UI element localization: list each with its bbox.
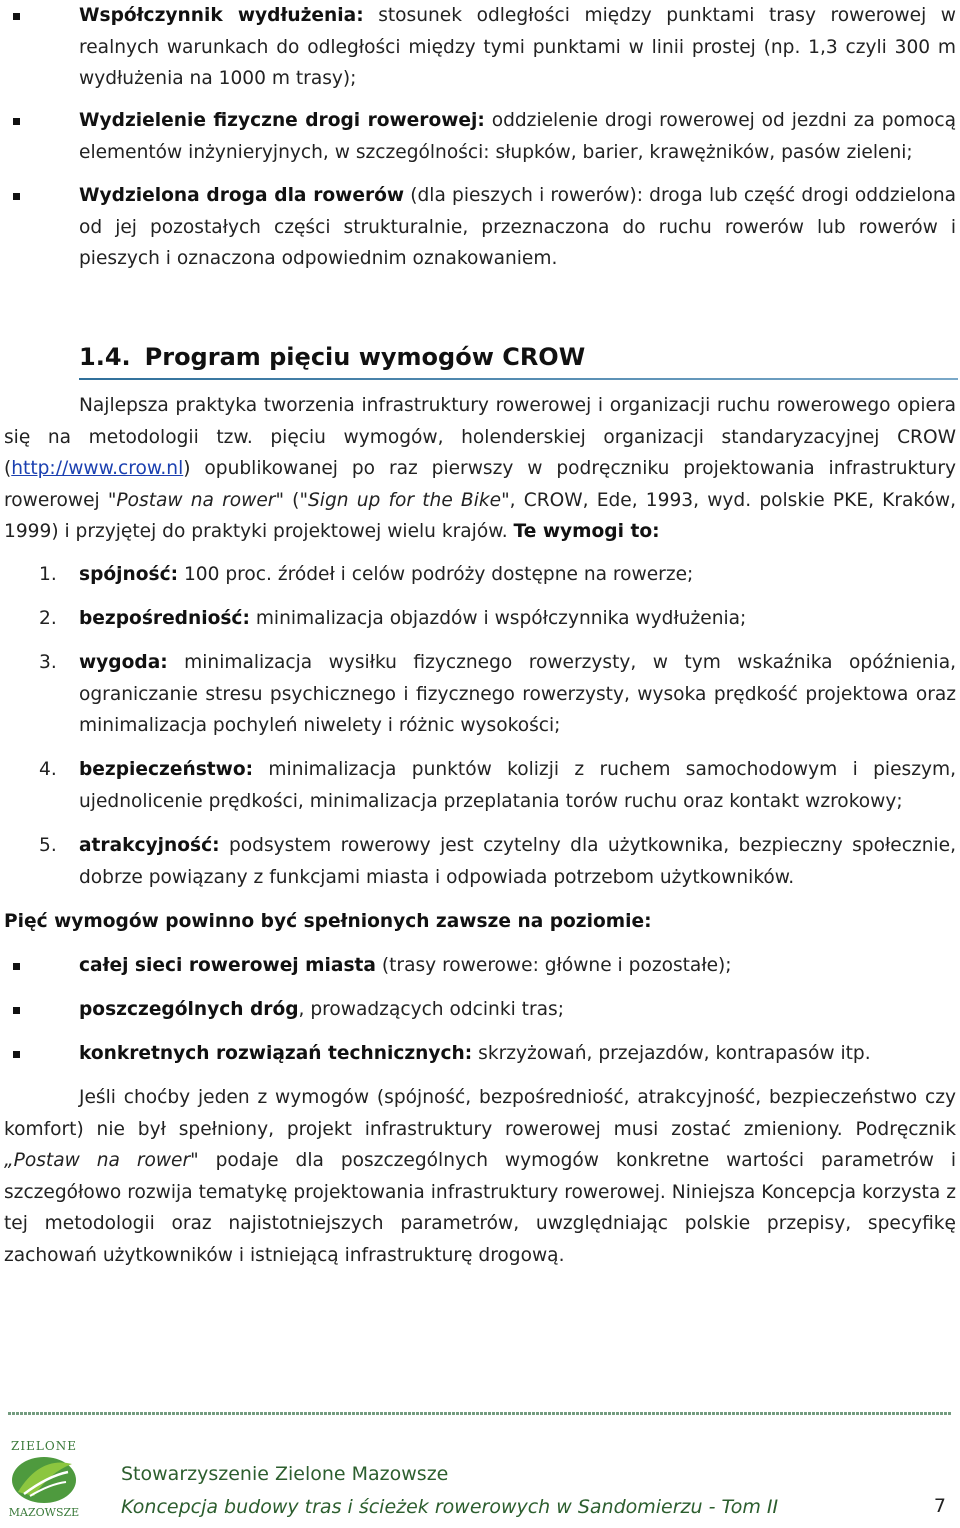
definition-bullet [40,180,956,275]
definition: (dla pieszych i rowerów): droga lub część drogi oddzielona od jej pozostałych części strukturalnie, przeznaczona do ruchu rowerów lub rowerów i pieszych i oznaczona odpowiednim oznakowaniem. [79,185,956,269]
leaf-logo-icon [4,1436,84,1520]
requirement-item: 5. atrakcyjność: podsystem rowerowy jest czytelny dla użytkownika, bezpieczny społecznie, dobrze powiązany z funkcjami miasta i odpowiada potrzebom użytkowników. [4,830,956,893]
requirement-item: 3. wygoda: minimalizacja wysiłku fizycznego rowerzysty, w tym wskaźnika opóźnienia, ograniczanie stresu psychicznego i fizycznego rowerzysty, wysoka prędkość projektowa oraz minimalizacja pochyleń niwelety i różnic wysokości; [4,647,956,742]
footer-rule [8,1412,952,1415]
definition-bullet [40,0,956,95]
definition: stosunek odległości między punktami trasy rowerowej w realnych warunkach do odległości między tymi punktami w linii prostej (np. 1,3 czyli 300 m wydłużenia na 1000 m trasy); [79,5,957,89]
square-bullet-icon [13,1051,20,1058]
item-number: 2. [39,608,57,629]
item-number: 5. [39,835,57,856]
section-number: 1.4. [79,343,131,371]
footer-document-title: Koncepcja budowy tras i ścieżek rowerowych w Sandomierzu - Tom II [121,1496,779,1518]
square-bullet-icon [13,1007,20,1014]
logo-bottom-text: MAZOWSZE [8,1506,80,1519]
requirement-item: 4. bezpieczeństwo: minimalizacja punktów kolizji z ruchem samochodowym i pieszym, ujednolicenie prędkości, minimalizacja przeplatania torów ruchu oraz kontakt wzrokowy; [4,754,956,817]
level-bullet: konkretnych rozwiązań technicznych: skrzyżowań, przejazdów, kontrapasów itp. [40,1038,956,1070]
intro-paragraph: Najlepsza praktyka tworzenia infrastruktury rowerowej i organizacji ruchu rowerowego opiera się na metodologii tzw. pięciu wymogów, holenderskiej organizacji standaryzacyjnej CROW (http://www.crow.nl) opublikowanej po raz pierwszy w podręczniku projektowania infrastruktury rowerowej "Postaw na rower" ("Sign up for the Bike", CROW, Ede, 1993, wyd. polskie PKE, Kraków, 1999) i przyjętej do praktyki projektowej wielu krajów. Te wymogi to: [4,395,956,542]
item-number: 3. [39,652,57,673]
heading-underline [79,378,958,380]
term: Wydzielenie fizyczne drogi rowerowej: [79,110,485,131]
level-bullet: poszczególnych dróg, prowadzących odcinki tras; [40,994,956,1026]
crow-link[interactable]: http://www.crow.nl [11,458,184,479]
definition: oddzielenie drogi rowerowej od jezdni za pomocą elementów inżynieryjnych, w szczególności: słupków, barier, krawężników, pasów zieleni; [79,110,956,163]
section-title: Program pięciu wymogów CROW [144,343,586,371]
section-heading [79,340,585,374]
levels-heading: Pięć wymogów powinno być spełnionych zawsze na poziomie: [4,911,652,932]
zielone-mazowsze-logo [4,1436,84,1520]
page-number: 7 [933,1495,946,1517]
footer-organization: Stowarzyszenie Zielone Mazowsze [121,1463,449,1485]
closing-paragraph: Jeśli choćby jeden z wymogów (spójność, bezpośredniość, atrakcyjność, bezpieczeństwo czy komfort) nie był spełniony, projekt infrastruktury rowerowej musi zostać zmieniony. Podręcznik „Postaw na rower" podaje dla poszczególnych wymogów konkretne wartości parametrów i szczegółowo rozwija tematykę projektowania infrastruktury rowerowej. Niniejsza Koncepcja korzysta z tej metodologii oraz najistotniejszych parametrów, uwzględniając polskie przepisy, specyfikę zachowań użytkowników i istniejącą infrastrukturę drogową. [4,1087,956,1266]
definition-bullet [40,105,956,168]
square-bullet-icon [13,193,20,200]
requirement-item: 2. bezpośredniość: minimalizacja objazdów i współczynnika wydłużenia; [4,603,956,635]
square-bullet-icon [13,963,20,970]
item-number: 4. [39,759,57,780]
term: Wydzielona droga dla rowerów [79,185,405,206]
level-bullet: całej sieci rowerowej miasta (trasy rowerowe: główne i pozostałe); [40,950,956,982]
logo-top-text: ZIELONE [11,1439,77,1453]
requirement-item: 1. spójność: 100 proc. źródeł i celów podróży dostępne na rowerze; [4,559,956,591]
square-bullet-icon [13,13,20,20]
square-bullet-icon [13,118,20,125]
item-number: 1. [39,564,57,585]
term: Współczynnik wydłużenia: [79,5,364,26]
